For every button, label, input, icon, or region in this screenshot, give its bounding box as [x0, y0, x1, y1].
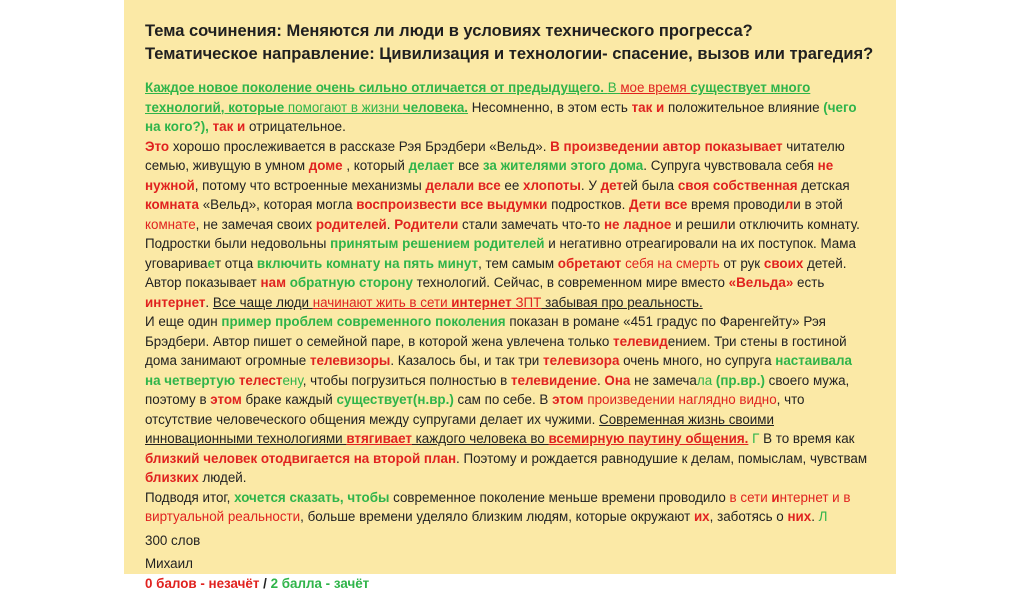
essay-segment: , не замечая своих — [196, 217, 316, 232]
essay-segment: всемирную паутину общения. — [549, 431, 749, 446]
essay-segment: (пр.вр.) — [716, 373, 765, 388]
essay-segment: своих — [764, 256, 803, 271]
essay-segment: , который — [343, 158, 409, 173]
essay-segment: за жителями этого дома — [483, 158, 643, 173]
essay-segment: не замеча — [630, 373, 697, 388]
essay-segment: Подростки были недовольны — [145, 236, 330, 251]
essay-line — [145, 254, 885, 274]
grade-line — [145, 574, 885, 593]
essay-segment: хлопоты — [523, 178, 581, 193]
essay-segment: ей была — [623, 178, 678, 193]
essay-segment: Подводя итог, — [145, 490, 234, 505]
essay-line — [145, 137, 885, 157]
essay-segment: Дети все — [629, 197, 687, 212]
essay-segment: В то время как — [759, 431, 854, 446]
essay-segment: . — [387, 217, 394, 232]
essay-segment: воспроизвести все выдумки — [356, 197, 547, 212]
essay-segment: включить комнату на пять минут — [257, 256, 478, 271]
essay-line — [145, 215, 885, 235]
essay-body — [145, 78, 885, 593]
essay-line — [145, 176, 885, 196]
essay-segment: близкий человек отодвигается на второй план — [145, 451, 456, 466]
essay-segment: их — [694, 509, 710, 524]
essay-segment: комнате — [145, 217, 196, 232]
essay-line — [145, 468, 885, 488]
essay-line — [145, 98, 885, 118]
essay-segment: ЗПТ — [512, 295, 542, 310]
essay-segment: принятым решением родителей — [330, 236, 544, 251]
essay-segment: , больше времени уделяло близким людям, которые окружают — [300, 509, 694, 524]
essay-segment: в сети — [730, 490, 772, 505]
essay-line — [145, 449, 885, 469]
essay-line — [145, 488, 885, 508]
essay-segment: интернет — [145, 295, 205, 310]
essay-segment: , заботясь о — [710, 509, 788, 524]
essay-segment: . Казалось бы, и так три — [390, 353, 543, 368]
essay-segment: и негативно отреагировали на их поступок. Мама — [545, 236, 856, 251]
essay-segment: читателю — [783, 139, 845, 154]
essay-segment: Современная жизнь своими — [599, 412, 774, 427]
essay-segment: очень много, но супруга — [619, 353, 775, 368]
essay-segment: В произведении автор показывает — [550, 139, 782, 154]
essay-segment: . У — [581, 178, 601, 193]
essay-segment: Это — [145, 139, 169, 154]
essay-segment: детей. — [803, 256, 846, 271]
essay-segment: уговарива — [145, 256, 207, 271]
essay-segment: близких — [145, 470, 199, 485]
essay-segment: есть — [793, 275, 824, 290]
essay-line — [145, 234, 885, 254]
essay-segment: современное поколение меньше времени проводило — [389, 490, 729, 505]
essay-segment: т отца — [215, 256, 257, 271]
essay-segment: ее — [501, 178, 523, 193]
essay-segment: произведении наглядно видно — [587, 392, 776, 407]
slide-title — [145, 20, 885, 66]
essay-segment: . — [597, 373, 604, 388]
author-name: Михаил — [145, 554, 885, 574]
essay-segment: не ладное — [604, 217, 671, 232]
essay-segment: мое время — [620, 80, 690, 95]
essay-segment: все — [454, 158, 483, 173]
essay-segment: телевидение — [511, 373, 597, 388]
essay-line — [145, 312, 885, 332]
essay-line — [145, 351, 885, 371]
essay-line — [145, 273, 885, 293]
word-count: 300 слов — [145, 531, 885, 551]
essay-line — [145, 429, 885, 449]
thematic-direction: Тематическое направление: Цивилизация и технологии- спасение, вызов или трагедия? — [145, 43, 885, 66]
essay-segment: обретают — [558, 256, 622, 271]
essay-segment: доме — [309, 158, 343, 173]
essay-segment: дома занимают огромные — [145, 353, 310, 368]
essay-segment: помогают в жизни — [288, 100, 403, 115]
essay-segment: . Поэтому и рождается равнодушие к делам, помыслам, чувствам — [456, 451, 867, 466]
essay-segment: этом — [210, 392, 242, 407]
essay-segment: хочется сказать, чтобы — [234, 490, 389, 505]
essay-segment: себя на смерть — [625, 256, 720, 271]
essay-segment: телевид — [613, 334, 668, 349]
essay-segment: е — [207, 256, 214, 271]
essay-segment: так и — [213, 119, 246, 134]
essay-segment: , потому что встроенные механизмы — [195, 178, 426, 193]
essay-segment: этом — [552, 392, 584, 407]
essay-segment: хорошо прослеживается в рассказе Рэя Брэдбери «Вельд». — [169, 139, 550, 154]
essay-segment: настаивала — [775, 353, 852, 368]
essay-text — [145, 78, 885, 527]
essay-segment: телест — [239, 373, 283, 388]
essay-segment: них — [787, 509, 811, 524]
essay-segment: инновационными технологиями — [145, 431, 346, 446]
essay-segment: браке каждый — [242, 392, 337, 407]
essay-segment: л — [785, 197, 794, 212]
essay-segment: Брэдбери. Автор пишет о семейной паре, в которой жена увлечена только — [145, 334, 613, 349]
essay-segment: подростков. — [547, 197, 629, 212]
essay-segment: не — [818, 158, 834, 173]
essay-line — [145, 390, 885, 410]
essay-segment: обратную сторону — [290, 275, 413, 290]
essay-segment: технологий, которые — [145, 100, 288, 115]
essay-segment: телевизора — [543, 353, 619, 368]
essay-segment: на кого?), — [145, 119, 213, 134]
essay-segment: нужной — [145, 178, 195, 193]
essay-segment: пример проблем современного поколения — [221, 314, 505, 329]
essay-segment: каждого человека во — [412, 431, 549, 446]
essay-segment: семью, живущую в умном — [145, 158, 309, 173]
essay-segment: «Вельда» — [729, 275, 794, 290]
essay-segment: Все чаще люди — [213, 295, 313, 310]
essay-topic: Тема сочинения: Меняются ли люди в условиях технического прогресса? — [145, 20, 885, 43]
essay-segment: нтернет и в — [780, 490, 851, 505]
essay-segment: технологий. Сейчас, в современном мире вместо — [413, 275, 729, 290]
essay-line — [145, 195, 885, 215]
essay-line — [145, 293, 885, 313]
essay-segment: человека. — [403, 100, 468, 115]
essay-segment: и отключить комнату. — [728, 217, 860, 232]
essay-segment: показан в романе «451 градус по Фаренгейту» Рэя — [506, 314, 826, 329]
essay-segment: (чего — [823, 100, 856, 115]
grade-fail: 0 балов - незачёт — [145, 576, 259, 591]
essay-segment: виртуальной реальности — [145, 509, 300, 524]
essay-segment: Родители — [394, 217, 458, 232]
essay-segment: Она — [604, 373, 630, 388]
essay-segment: и реши — [671, 217, 719, 232]
grade-separator: / — [259, 576, 270, 591]
essay-segment: , тем самым — [478, 256, 558, 271]
essay-segment: отрицательное. — [245, 119, 346, 134]
essay-segment: делали все — [426, 178, 501, 193]
essay-segment: В — [608, 80, 621, 95]
essay-segment: детская — [798, 178, 850, 193]
essay-segment: . — [205, 295, 212, 310]
essay-line — [145, 117, 885, 137]
essay-segment: Автор показывает — [145, 275, 261, 290]
essay-segment: Л — [819, 509, 828, 524]
essay-segment: родителей — [316, 217, 387, 232]
essay-segment: втягивает — [346, 431, 412, 446]
essay-segment: забывая про реальность. — [541, 295, 702, 310]
essay-segment: сам по себе. В — [454, 392, 552, 407]
essay-segment: , что — [777, 392, 805, 407]
essay-segment: стали замечать что-то — [458, 217, 604, 232]
essay-segment: и в этой — [793, 197, 842, 212]
essay-segment: своего мужа, — [765, 373, 849, 388]
essay-segment: существует(н.вр.) — [336, 392, 453, 407]
essay-segment: ением. Три стены в гостиной — [668, 334, 847, 349]
essay-line — [145, 156, 885, 176]
essay-segment: ену — [282, 373, 302, 388]
essay-segment: Несомненно, в этом есть — [468, 100, 632, 115]
essay-segment: так и — [632, 100, 665, 115]
essay-line — [145, 371, 885, 391]
essay-segment: отсутствие человеческого общения между супругами делает их чужими. — [145, 412, 599, 427]
essay-segment: И еще один — [145, 314, 221, 329]
essay-segment: ла — [697, 373, 712, 388]
essay-segment: , чтобы погрузиться полностью в — [303, 373, 511, 388]
essay-segment: и — [771, 490, 779, 505]
essay-segment: Каждое новое поколение очень сильно отличается от предыдущего. — [145, 80, 608, 95]
essay-segment: дет — [601, 178, 623, 193]
essay-segment: «Вельд», которая могла — [199, 197, 356, 212]
essay-segment: своя собственная — [678, 178, 798, 193]
essay-segment: Г — [752, 431, 759, 446]
essay-line — [145, 507, 885, 527]
essay-segment: время проводи — [687, 197, 784, 212]
essay-segment: комната — [145, 197, 199, 212]
essay-line — [145, 332, 885, 352]
essay-segment: нам — [261, 275, 286, 290]
grade-pass: 2 балла - зачёт — [271, 576, 370, 591]
essay-segment: от рук — [720, 256, 764, 271]
essay-segment: . Супруга чувствовала себя — [643, 158, 817, 173]
essay-line — [145, 78, 885, 98]
essay-segment: начинают жить в сети — [313, 295, 452, 310]
essay-segment: л — [719, 217, 728, 232]
essay-segment: телевизоры — [310, 353, 390, 368]
essay-segment: поэтому в — [145, 392, 210, 407]
essay-segment: интернет — [451, 295, 511, 310]
essay-line — [145, 410, 885, 430]
essay-segment: существует много — [690, 80, 810, 95]
essay-segment: . — [811, 509, 818, 524]
essay-segment: на четвертую — [145, 373, 239, 388]
essay-segment: положительное влияние — [664, 100, 823, 115]
essay-segment: людей. — [199, 470, 247, 485]
essay-segment: делает — [409, 158, 455, 173]
